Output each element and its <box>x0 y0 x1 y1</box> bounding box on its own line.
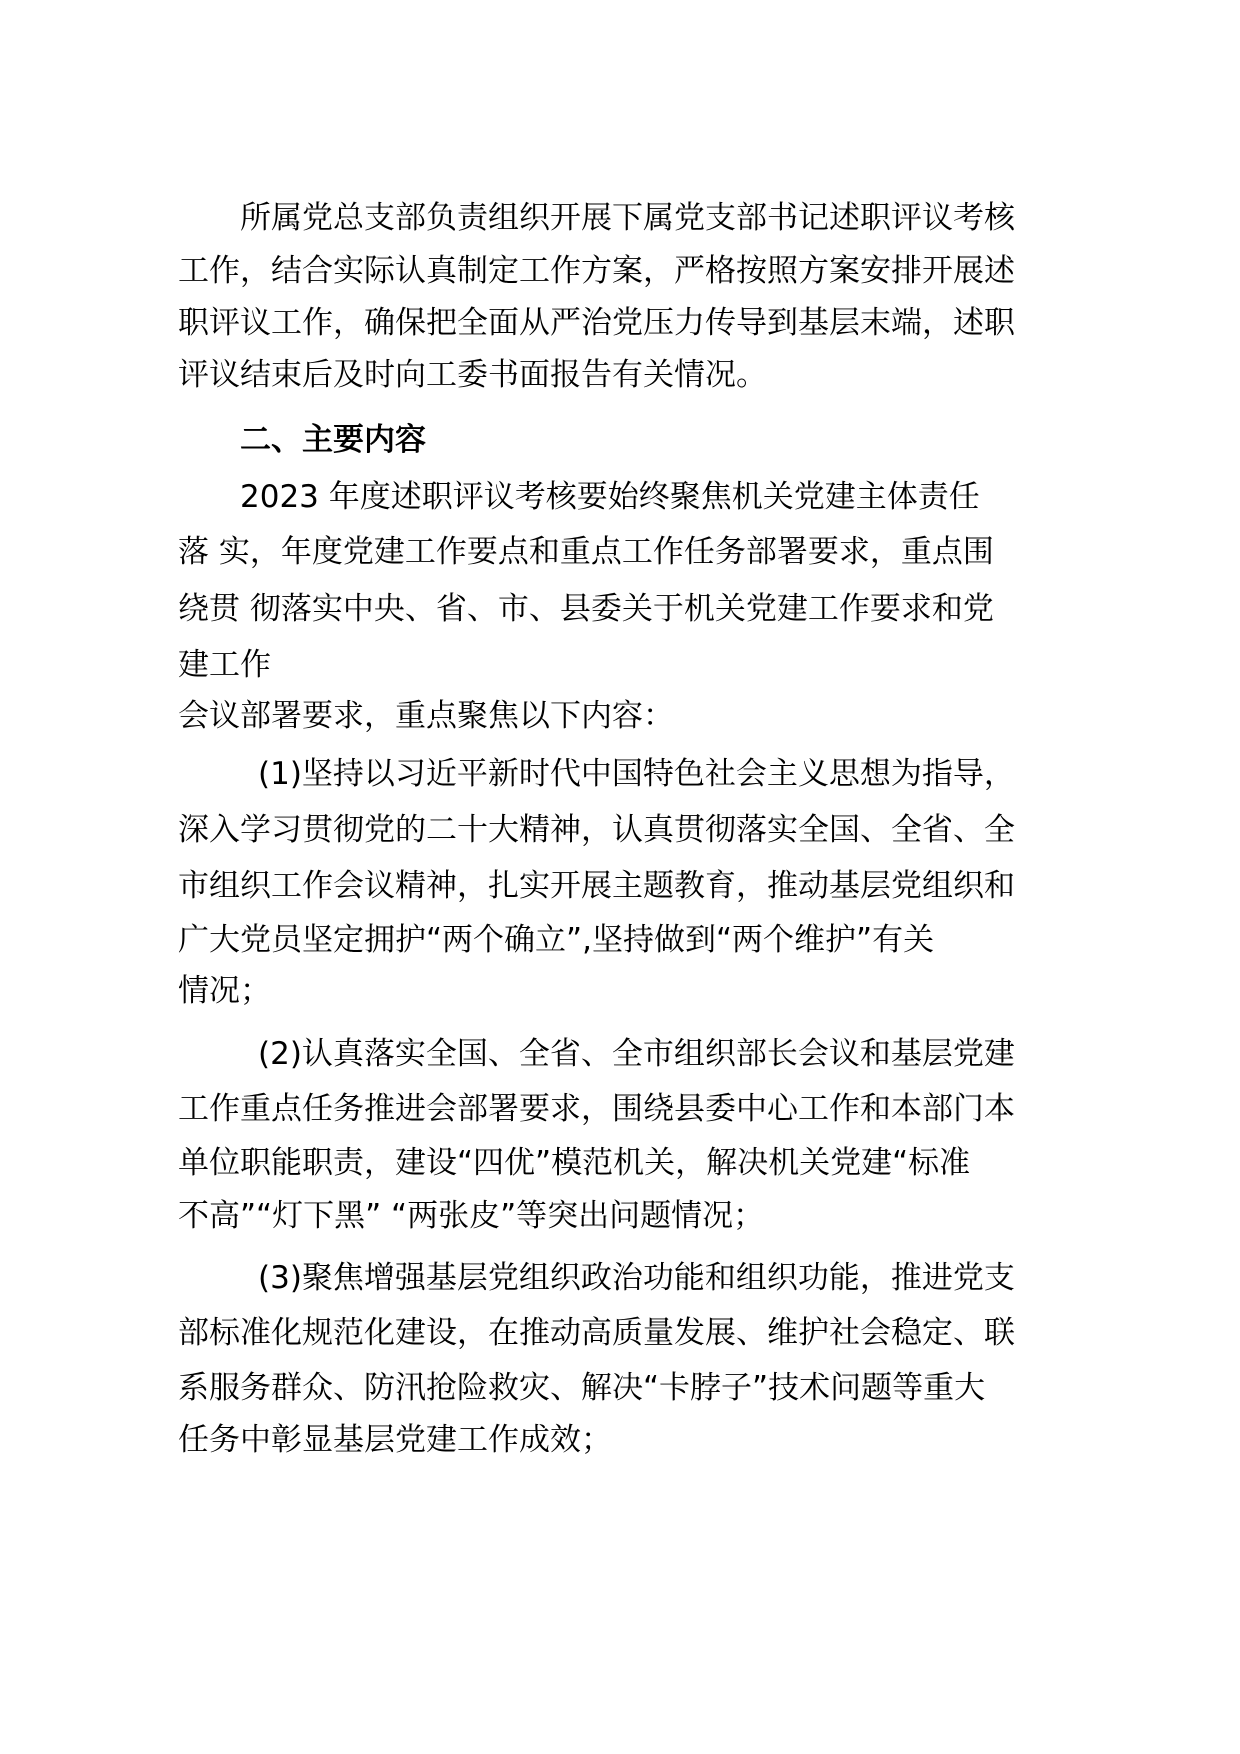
para2-line-2: 落 实，年度党建工作要点和重点工作任务部署要求，重点围 <box>178 534 994 570</box>
item1-line-1: (1)坚持以习近平新时代中国特色社会主义思想为指导， <box>258 756 1015 792</box>
item3-line-1: (3)聚焦增强基层党组织政治功能和组织功能，推进党支 <box>258 1260 1015 1296</box>
item2-line-1: (2)认真落实全国、全省、全市组织部长会议和基层党建 <box>258 1036 1015 1072</box>
item3-line-2: 部标准化规范化建设，在推动高质量发展、维护社会稳定、联 <box>178 1315 1015 1351</box>
para1-line-2: 工作，结合实际认真制定工作方案，严格按照方案安排开展述 <box>178 253 1015 289</box>
item1-line-5: 情况； <box>178 973 271 1009</box>
para2-line-3: 绕贯 彻落实中央、省、市、县委关于机关党建工作要求和党 <box>178 591 994 627</box>
para2-line-5: 会议部署要求，重点聚焦以下内容： <box>178 698 674 734</box>
item3-line-4: 任务中彰显基层党建工作成效； <box>178 1422 612 1458</box>
section-heading: 二、主要内容 <box>240 422 426 458</box>
para2-line-4: 建工作 <box>178 647 271 683</box>
para1-line-4: 评议结束后及时向工委书面报告有关情况。 <box>178 357 767 393</box>
item1-line-2: 深入学习贯彻党的二十大精神，认真贯彻落实全国、全省、全 <box>178 812 1015 848</box>
item2-line-3: 单位职能职责，建设“四优”模范机关，解决机关党建“标准 <box>178 1145 971 1181</box>
item1-line-4: 广大党员坚定拥护“两个确立”,坚持做到“两个维护”有关 <box>178 922 935 958</box>
item1-line-3: 市组织工作会议精神，扎实开展主题教育，推动基层党组织和 <box>178 868 1015 904</box>
item3-line-3: 系服务群众、防汛抢险救灾、解决“卡脖子”技术问题等重大 <box>178 1370 986 1406</box>
para1-line-1: 所属党总支部负责组织开展下属党支部书记述职评议考核 <box>240 200 1015 236</box>
para1-line-3: 职评议工作，确保把全面从严治党压力传导到基层末端，述职 <box>178 305 1015 341</box>
para2-line-1: 2023 年度述职评议考核要始终聚焦机关党建主体责任 <box>240 479 980 515</box>
item2-line-2: 工作重点任务推进会部署要求，围绕县委中心工作和本部门本 <box>178 1091 1015 1127</box>
item2-line-4: 不高”“灯下黑” “两张皮”等突出问题情况； <box>178 1198 765 1234</box>
